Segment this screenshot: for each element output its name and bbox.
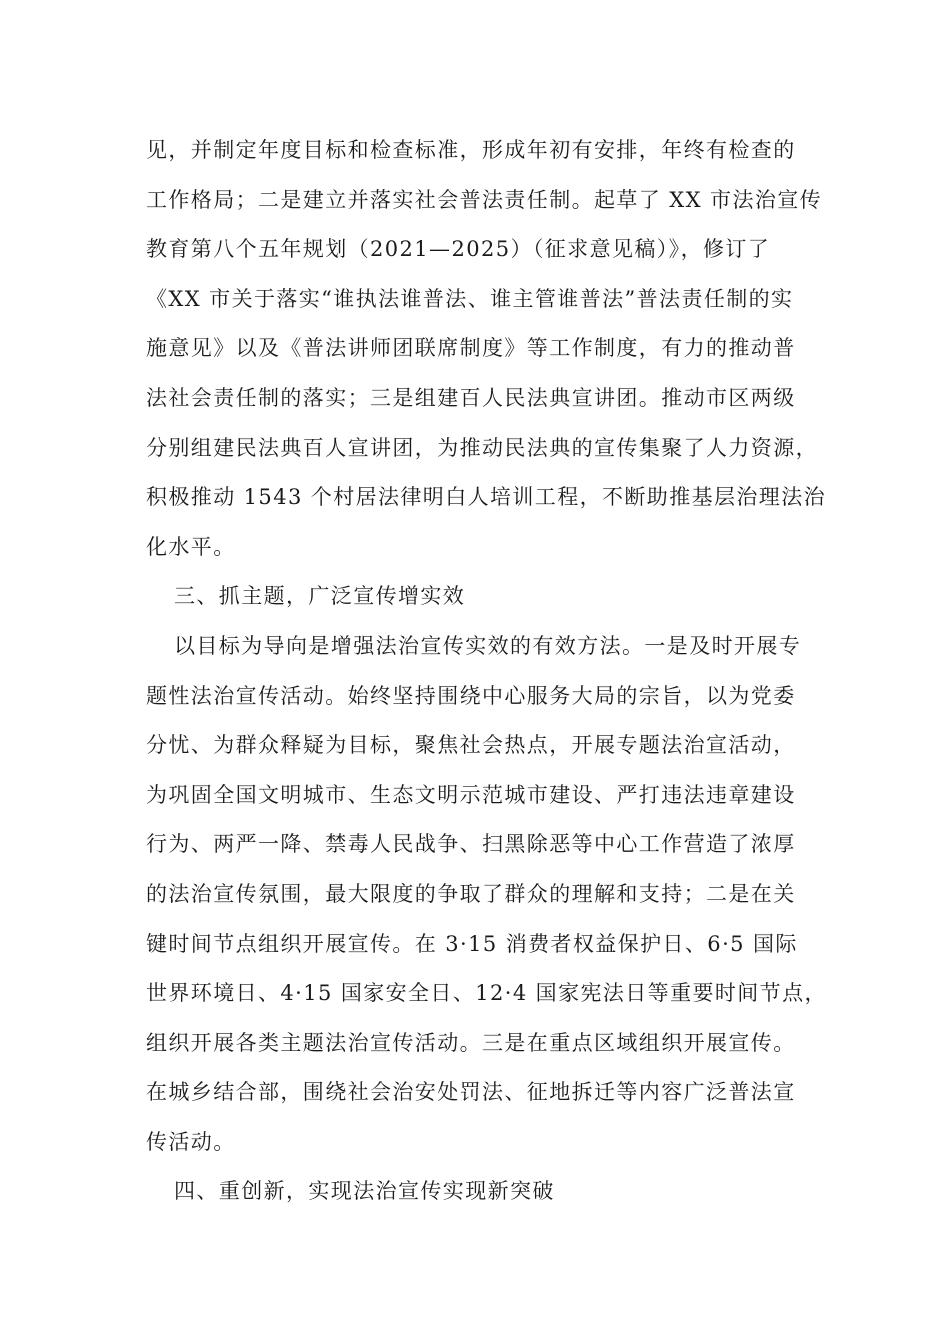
section-heading-4 (146, 1167, 826, 1217)
text-line: 键时间节点组织开展宣传。在 3·15 消费者权益保护日、6·5 国际 (146, 931, 798, 956)
text-line: 分忧、为群众释疑为目标，聚焦社会热点，开展专题法治宣活动， (146, 733, 796, 758)
text-line: 分别组建民法典百人宣讲团，为推动民法典的宣传集聚了人力资源， (146, 435, 818, 460)
text-line: 见，并制定年度目标和检查标准，形成年初有安排，年终有检查的 (146, 138, 796, 162)
text-line: 以目标为导向是增强法治宣传实效的有效方法。一是及时开展专 (174, 633, 802, 658)
text-line: 的法治宣传氛围，最大限度的争取了群众的理解和支持；二是在关 (146, 881, 796, 906)
document-body (146, 126, 826, 1217)
heading-line: 三、抓主题，广泛宣传增实效 (174, 584, 466, 609)
text-line: 施意见》以及《普法讲师团联席制度》等工作制度，有力的推动普 (146, 336, 796, 361)
text-line: 积极推动 1543 个村居法律明白人培训工程，不断助推基层治理法治 (146, 485, 826, 510)
heading-line: 四、重创新，实现法治宣传实现新突破 (174, 1179, 555, 1204)
text-line: 《XX 市关于落实“谁执法谁普法、谁主管谁普法”普法责任制的实 (146, 286, 794, 311)
text-line: 法社会责任制的落实；三是组建百人民法典宣讲团。推动市区两级 (146, 385, 796, 410)
section-heading-3 (146, 572, 826, 622)
text-line: 工作格局；二是建立并落实社会普法责任制。起草了 XX 市法治宣传 (146, 187, 823, 212)
text-line: 化水平。 (146, 534, 236, 559)
paragraph-themed-publicity (146, 622, 826, 1168)
paragraph-responsibility-system (146, 126, 826, 572)
text-line: 组织开展各类主题法治宣传活动。三是在重点区域组织开展宣传。 (146, 1030, 796, 1055)
text-line: 传活动。 (146, 1129, 236, 1154)
text-line: 行为、两严一降、禁毒人民战争、扫黑除恶等中心工作营造了浓厚 (146, 832, 796, 857)
text-line: 为巩固全国文明城市、生态文明示范城市建设、严打违法违章建设 (146, 782, 796, 807)
text-line: 在城乡结合部，围绕社会治安处罚法、征地拆迁等内容广泛普法宣 (146, 1080, 796, 1105)
text-line: 题性法治宣传活动。始终坚持围绕中心服务大局的宗旨，以为党委 (146, 683, 796, 708)
text-line: 世界环境日、4·15 国家安全日、12·4 国家宪法日等重要时间节点， (146, 981, 827, 1006)
text-line: 教育第八个五年规划（2021—2025）（征求意见稿）》，修订了 (146, 237, 771, 262)
